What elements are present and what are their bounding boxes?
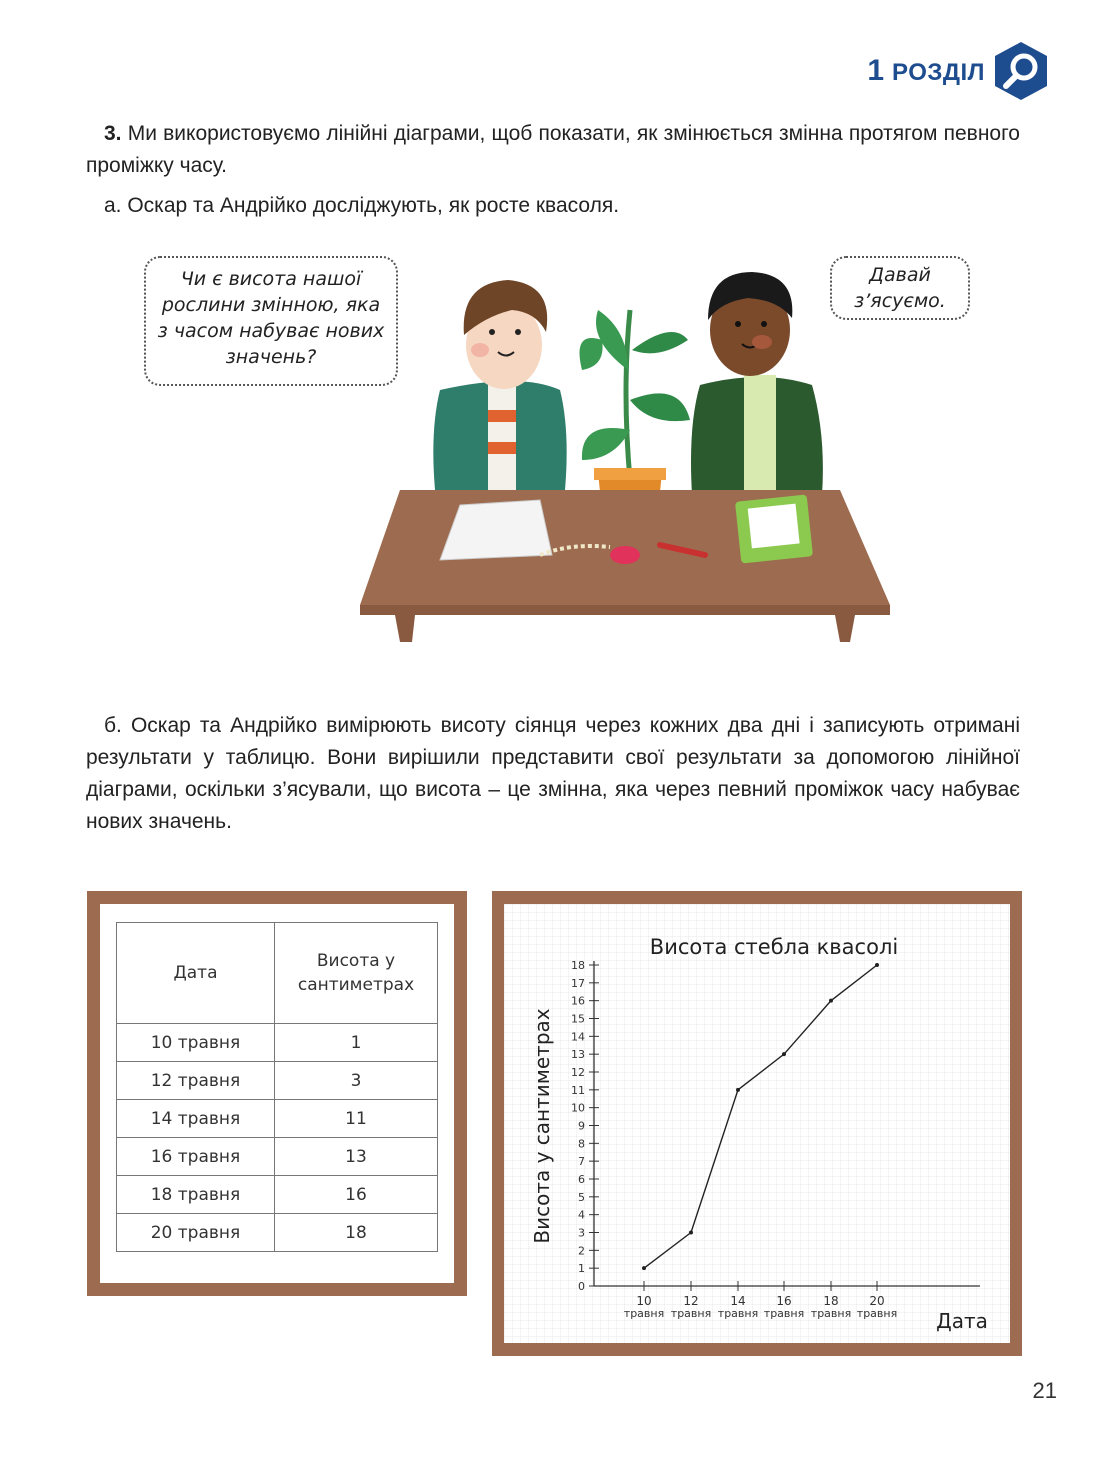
table-frame: [87, 891, 467, 1296]
chart-y-tick-label: 11: [571, 1083, 585, 1097]
chart-y-tick-label: 0: [578, 1280, 585, 1293]
chart-data-point: [642, 1266, 646, 1270]
table-row: [117, 1024, 438, 1062]
table-cell-date: 10 травня: [117, 1024, 275, 1062]
table-cell-height: 13: [275, 1138, 438, 1176]
table-row: [117, 1062, 438, 1100]
table-cell-height: 16: [275, 1176, 438, 1214]
boy-andriyko: [691, 272, 823, 495]
chart-frame: [492, 891, 1022, 1356]
chart-x-tick-label: 14: [730, 1294, 746, 1308]
chart-y-tick-label: 6: [578, 1173, 585, 1186]
table-cell-height: 3: [275, 1062, 438, 1100]
table-header-height: Висота у сантиметрах: [275, 923, 438, 1024]
table-cell-height: 18: [275, 1214, 438, 1252]
boy-oscar: [433, 280, 566, 495]
chart-data-point: [736, 1088, 740, 1092]
chart-y-tick-label: 7: [578, 1155, 585, 1169]
chart-data-point: [875, 963, 879, 967]
wooden-table: [360, 490, 890, 642]
table-header-date: Дата: [117, 923, 275, 1024]
chart-y-tick-label: 17: [571, 976, 585, 990]
chart-x-tick-month: травня: [763, 1307, 805, 1320]
table-cell-height: 11: [275, 1100, 438, 1138]
chart-data-point: [829, 999, 833, 1003]
chart-y-tick-label: 14: [571, 1030, 585, 1044]
chart-x-tick-month: травня: [623, 1307, 665, 1320]
chart-y-tick-label: 16: [571, 994, 585, 1008]
chart-y-tick-label: 8: [578, 1137, 585, 1151]
task3-text: Ми використовуємо лінійні діаграми, щоб показати, як змінюється змінна протягом певного проміжку часу.: [86, 122, 1020, 177]
table-cell-date: 14 травня: [117, 1100, 275, 1138]
table-row: [117, 1176, 438, 1214]
chart-x-axis-label: Дата: [936, 1309, 988, 1333]
chart-x-tick-label: 16: [776, 1294, 792, 1308]
task3-part-b: б. Оскар та Андрійко вимірюють висоту сіянця через кожних два дні і записують отримані результати у таблицю. Вони вирішили представити свої результати за допомогою лінійної діаграми, оскільки з’ясували, що висота – це змінна, яка через певний проміжок часу набуває нових значень.: [86, 714, 1020, 833]
chart-data-point: [782, 1052, 786, 1056]
chart-y-tick-label: 10: [571, 1101, 585, 1115]
chart-title: Висота стебла квасолі: [649, 935, 899, 959]
chart-x-tick-label: 12: [683, 1294, 699, 1308]
section-number: 1: [867, 54, 884, 87]
chart-x-tick-label: 18: [823, 1294, 839, 1308]
bean-height-line-chart: [504, 904, 1010, 1343]
chart-y-tick-label: 4: [578, 1208, 585, 1222]
section-header: [867, 40, 1049, 102]
chart-x-tick-label: 10: [636, 1294, 652, 1308]
task3-part-a: а. Оскар та Андрійко досліджують, як росте квасоля.: [104, 194, 620, 217]
speech-bubble-left: Чи є висота нашої рослини змінною, яка з часом набуває нових значень?: [144, 256, 398, 386]
classroom-illustration: [340, 250, 900, 645]
chart-x-tick-month: травня: [856, 1307, 898, 1320]
chart-y-tick-label: 3: [578, 1226, 585, 1240]
measurements-table: [116, 922, 438, 1252]
speech-bubble-right: Давай з’ясуємо.: [830, 256, 970, 320]
chart-y-tick-label: 18: [571, 959, 585, 972]
section-label: РОЗДІЛ: [892, 59, 985, 86]
table-cell-date: 20 травня: [117, 1214, 275, 1252]
table-row: [117, 1100, 438, 1138]
page-number: 21: [1032, 1378, 1057, 1403]
chart-y-tick-label: 1: [578, 1262, 585, 1276]
table-cell-height: 1: [275, 1024, 438, 1062]
chart-y-tick-label: 15: [571, 1012, 585, 1026]
table-cell-date: 18 травня: [117, 1176, 275, 1214]
chart-y-tick-label: 13: [571, 1048, 585, 1062]
task3-intro: [86, 118, 1020, 182]
chart-y-tick-label: 2: [578, 1244, 585, 1258]
chart-x-tick-label: 20: [869, 1294, 885, 1308]
table-cell-date: 16 травня: [117, 1138, 275, 1176]
magnifier-hexagon-icon: [993, 40, 1049, 102]
chart-x-tick-month: травня: [810, 1307, 852, 1320]
chart-x-tick-month: травня: [717, 1307, 759, 1320]
table-row: [117, 1138, 438, 1176]
table-row: [117, 1214, 438, 1252]
chart-y-axis-label: Висота у сантиметрах: [530, 1008, 554, 1244]
chart-y-tick-label: 12: [571, 1066, 585, 1079]
table-cell-date: 12 травня: [117, 1062, 275, 1100]
chart-data-point: [689, 1231, 693, 1235]
chart-y-tick-label: 5: [578, 1190, 585, 1204]
task-number: 3.: [104, 122, 122, 145]
chart-y-tick-label: 9: [578, 1119, 585, 1133]
chart-x-tick-month: травня: [670, 1307, 712, 1320]
